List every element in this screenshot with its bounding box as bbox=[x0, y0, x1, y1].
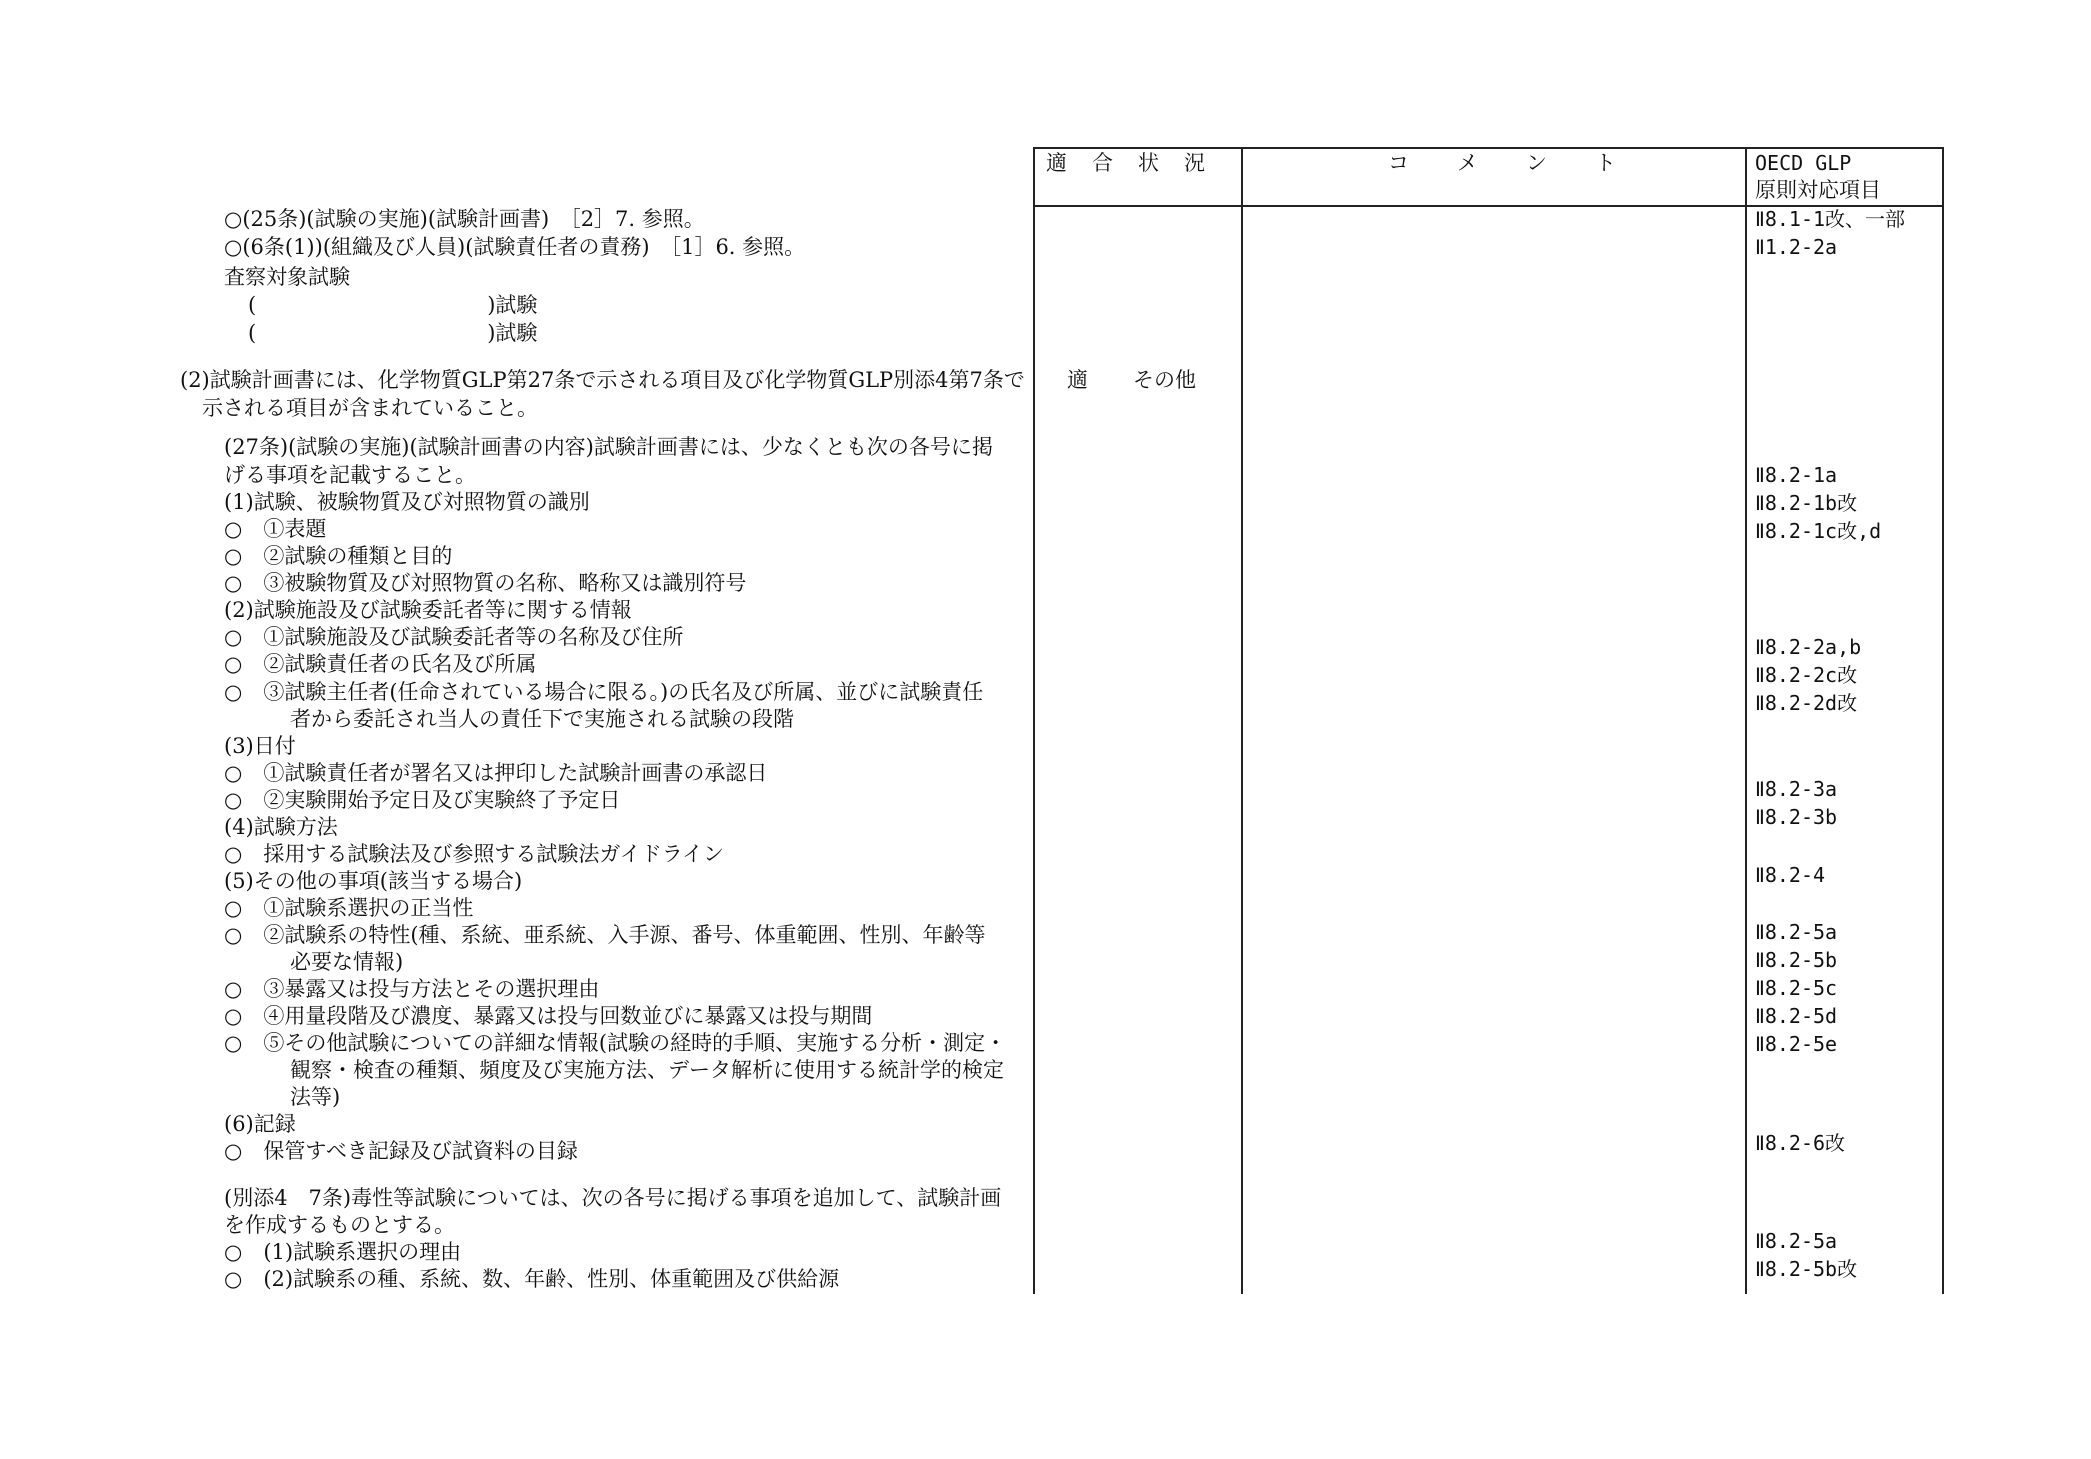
oecd-ref: Ⅱ8.2-2d改 bbox=[1755, 691, 1858, 715]
item-line: (27条)(試験の実施)(試験計画書の内容)試験計画書には、少なくとも次の各号に掲 bbox=[224, 435, 993, 459]
item-line: ○ ②試験責任者の氏名及び所属 bbox=[224, 652, 537, 676]
item-line: (2)試験施設及び試験委託者等に関する情報 bbox=[224, 598, 632, 622]
table-top-border bbox=[1033, 147, 1943, 149]
oecd-ref: Ⅱ8.2-5b改 bbox=[1755, 1257, 1858, 1281]
item-line: ○ ⑤その他試験についての詳細な情報(試験の経時的手順、実施する分析・測定・ bbox=[224, 1031, 1007, 1055]
item-line: ○(6条(1))(組織及び人員)(試験責任者の責務) ［1］6. 参照。 bbox=[224, 235, 806, 259]
item-line: (3)日付 bbox=[224, 734, 296, 758]
oecd-ref: Ⅱ8.2-5e bbox=[1755, 1032, 1838, 1056]
oecd-ref: Ⅱ8.2-2c改 bbox=[1755, 663, 1858, 687]
oecd-ref: Ⅱ1.2-2a bbox=[1755, 235, 1838, 259]
oecd-ref: Ⅱ8.2-1a bbox=[1755, 463, 1838, 487]
item-line: ( )試験 bbox=[248, 293, 538, 317]
item-line: ○ (2)試験系の種、系統、数、年齢、性別、体重範囲及び供給源 bbox=[224, 1267, 840, 1291]
oecd-ref: Ⅱ8.2-1c改,d bbox=[1755, 519, 1882, 543]
item-line: (別添4 7条)毒性等試験については、次の各号に掲げる事項を追加して、試験計画 bbox=[224, 1186, 1002, 1210]
item-line: ○ ②試験の種類と目的 bbox=[224, 544, 453, 568]
item-line: 必要な情報) bbox=[290, 950, 404, 974]
item-line: (1)試験、被験物質及び対照物質の識別 bbox=[224, 490, 590, 514]
item-line: (5)その他の事項(該当する場合) bbox=[224, 869, 523, 893]
item-line: ○ ④用量段階及び濃度、暴露又は投与回数並びに暴露又は投与期間 bbox=[224, 1004, 873, 1028]
item-line: ○ ①表題 bbox=[224, 517, 327, 541]
item-line: 観察・検査の種類、頻度及び実施方法、データ解析に使用する統計学的検定 bbox=[290, 1058, 1004, 1082]
oecd-ref: Ⅱ8.2-5b bbox=[1755, 948, 1838, 972]
oecd-ref: Ⅱ8.2-3b bbox=[1755, 805, 1838, 829]
item-line: ○ ①試験施設及び試験委託者等の名称及び住所 bbox=[224, 625, 684, 649]
status-compliant-option: 適 bbox=[1067, 368, 1088, 392]
oecd-ref: Ⅱ8.2-5d bbox=[1755, 1004, 1838, 1028]
item-line: ○ ③暴露又は投与方法とその選択理由 bbox=[224, 977, 600, 1001]
item-line: ○ ③被験物質及び対照物質の名称、略称又は識別符号 bbox=[224, 571, 747, 595]
item-line: 査察対象試験 bbox=[224, 265, 350, 289]
item-line: 法等) bbox=[290, 1085, 341, 1109]
oecd-ref: Ⅱ8.2-3a bbox=[1755, 777, 1838, 801]
item-line: ○ ①試験系選択の正当性 bbox=[224, 896, 474, 920]
status-other-option: その他 bbox=[1133, 368, 1196, 392]
oecd-ref: Ⅱ8.2-4 bbox=[1755, 863, 1826, 887]
table-left-border bbox=[1033, 147, 1035, 1294]
item-line: げる事項を記載すること。 bbox=[224, 463, 476, 487]
item-line: 者から委託され当人の責任下で実施される試験の段階 bbox=[290, 707, 794, 731]
item-line: ( )試験 bbox=[248, 321, 538, 345]
item-line: ○ ②実験開始予定日及び実験終了予定日 bbox=[224, 788, 621, 812]
item-line: (6)記録 bbox=[224, 1112, 296, 1136]
oecd-ref: Ⅱ8.2-5c bbox=[1755, 976, 1838, 1000]
item-line: (2)試験計画書には、化学物質GLP第27条で示される項目及び化学物質GLP別添4第7条で bbox=[180, 368, 1025, 392]
header-oecd-title: OECD GLP bbox=[1755, 151, 1852, 175]
oecd-ref: Ⅱ8.2-5a bbox=[1755, 920, 1838, 944]
item-line: ○ 採用する試験法及び参照する試験法ガイドライン bbox=[224, 842, 725, 866]
item-line: (4)試験方法 bbox=[224, 815, 338, 839]
oecd-ref: Ⅱ8.2-2a,b bbox=[1755, 635, 1862, 659]
item-line: ○ ①試験責任者が署名又は押印した試験計画書の承認日 bbox=[224, 761, 768, 785]
table-right-border bbox=[1942, 147, 1944, 1294]
header-status: 適 合 状 況 bbox=[1046, 151, 1207, 175]
comment-oecd-divider bbox=[1745, 147, 1747, 1294]
oecd-ref: Ⅱ8.2-6改 bbox=[1755, 1131, 1846, 1155]
item-line: ○ ②試験系の特性(種、系統、亜系統、入手源、番号、体重範囲、性別、年齢等 bbox=[224, 923, 986, 947]
header-oecd-subtitle: 原則対応項目 bbox=[1755, 178, 1881, 202]
oecd-ref: Ⅱ8.2-1b改 bbox=[1755, 491, 1858, 515]
item-line: ○ (1)試験系選択の理由 bbox=[224, 1240, 462, 1264]
oecd-ref: Ⅱ8.1-1改、一部 bbox=[1755, 207, 1906, 231]
header-comment: コ メ ン ト bbox=[1388, 151, 1618, 175]
item-line: を作成するものとする。 bbox=[224, 1213, 455, 1237]
oecd-ref: Ⅱ8.2-5a bbox=[1755, 1229, 1838, 1253]
item-line: ○(25条)(試験の実施)(試験計画書) ［2］7. 参照。 bbox=[224, 207, 705, 231]
item-line: ○ 保管すべき記録及び試資料の目録 bbox=[224, 1139, 578, 1163]
status-comment-divider bbox=[1241, 147, 1243, 1294]
item-line: 示される項目が含まれていること。 bbox=[202, 396, 538, 420]
item-line: ○ ③試験主任者(任命されている場合に限る。)の氏名及び所属、並びに試験責任 bbox=[224, 680, 984, 704]
